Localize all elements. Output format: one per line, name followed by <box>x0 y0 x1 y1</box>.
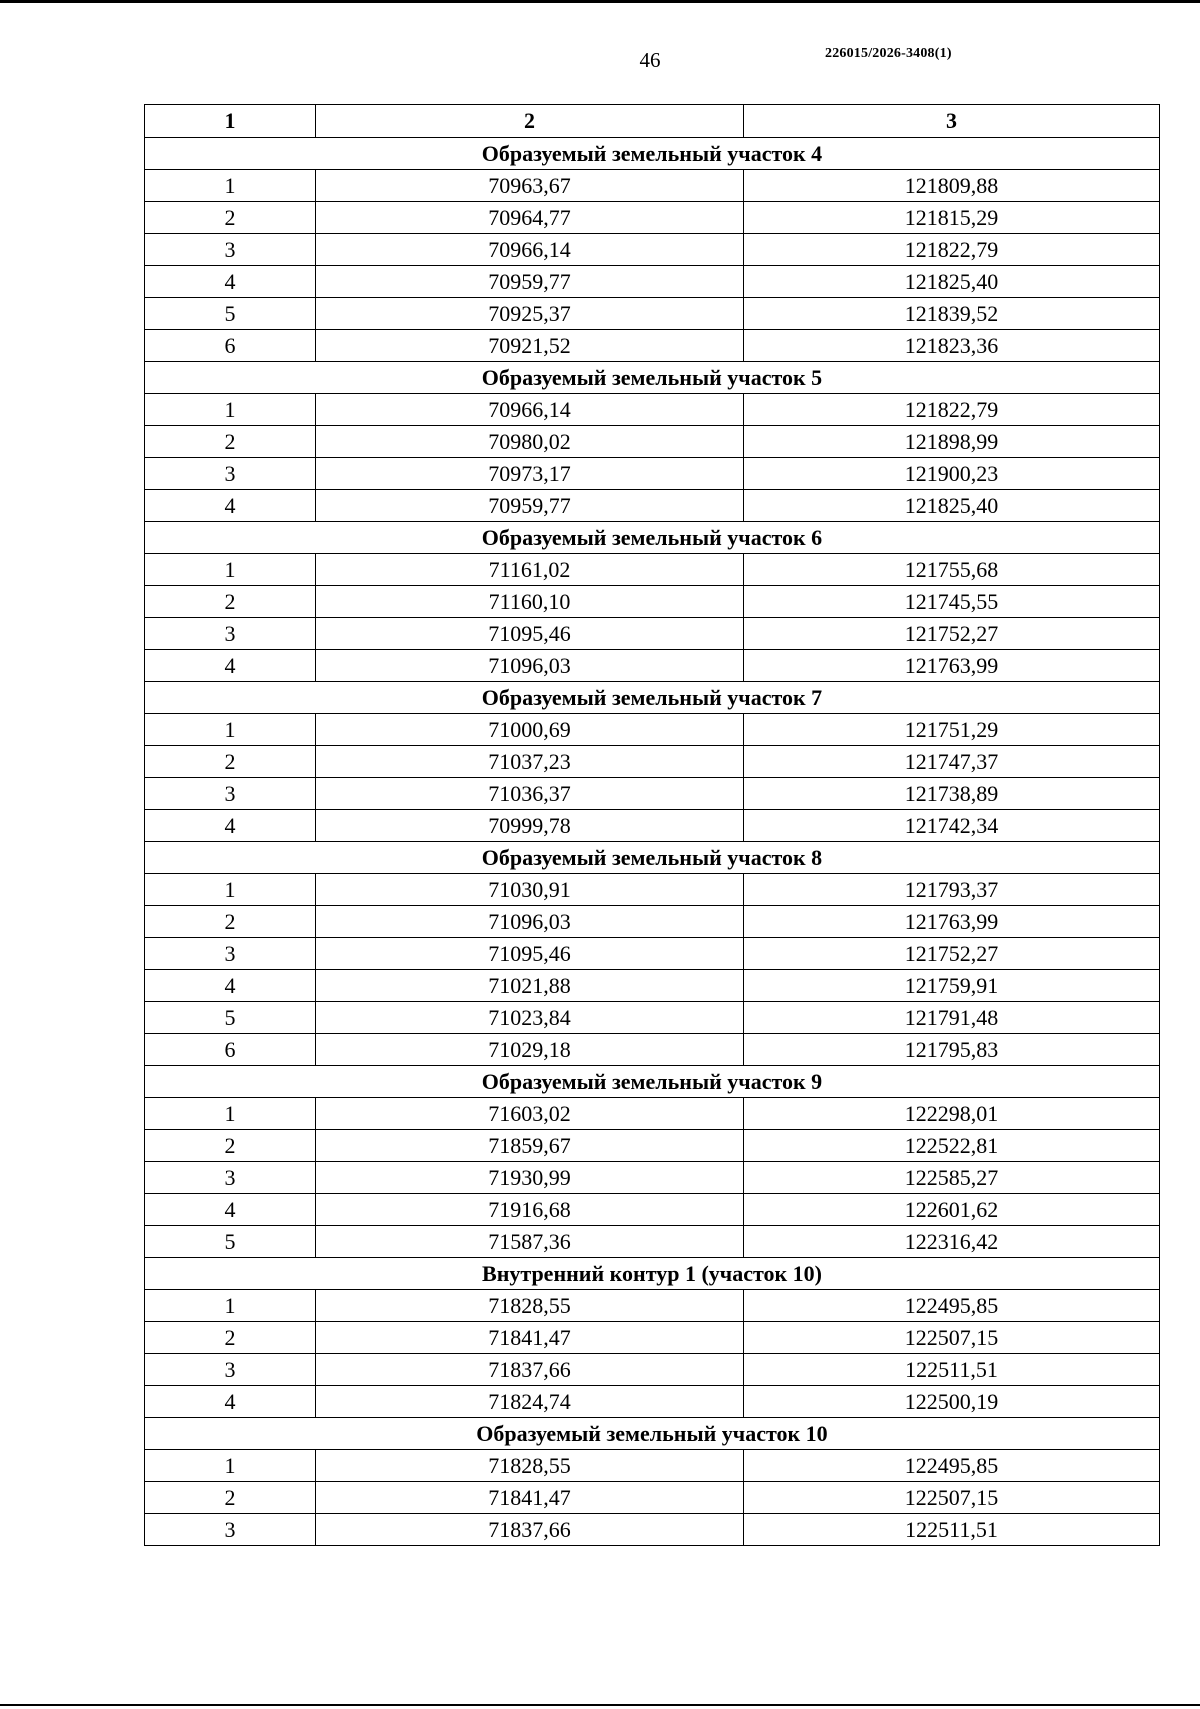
point-number-cell: 1 <box>145 394 316 426</box>
point-number-cell: 3 <box>145 938 316 970</box>
coordinate-x-cell: 71587,36 <box>316 1226 744 1258</box>
point-number-cell: 4 <box>145 650 316 682</box>
table-row <box>145 298 1160 330</box>
point-number-cell: 2 <box>145 426 316 458</box>
coordinate-y-cell: 121825,40 <box>744 266 1160 298</box>
table-row <box>145 1226 1160 1258</box>
table-row <box>145 586 1160 618</box>
coordinate-x-cell: 71021,88 <box>316 970 744 1002</box>
point-number-cell: 4 <box>145 970 316 1002</box>
section-heading-row <box>145 138 1160 170</box>
table-row <box>145 490 1160 522</box>
coordinate-y-cell: 122601,62 <box>744 1194 1160 1226</box>
point-number-cell: 3 <box>145 618 316 650</box>
table-row <box>145 906 1160 938</box>
coordinate-x-cell: 70925,37 <box>316 298 744 330</box>
coordinate-y-cell: 121751,29 <box>744 714 1160 746</box>
table-row <box>145 1130 1160 1162</box>
table-row <box>145 1354 1160 1386</box>
coordinate-x-cell: 71037,23 <box>316 746 744 778</box>
point-number-cell: 4 <box>145 1386 316 1418</box>
coordinate-x-cell: 71029,18 <box>316 1034 744 1066</box>
coordinate-x-cell: 71930,99 <box>316 1162 744 1194</box>
section-title: Образуемый земельный участок 5 <box>145 362 1160 394</box>
table-row <box>145 746 1160 778</box>
coordinate-x-cell: 71000,69 <box>316 714 744 746</box>
coordinate-y-cell: 121738,89 <box>744 778 1160 810</box>
coordinate-x-cell: 70963,67 <box>316 170 744 202</box>
table-row <box>145 458 1160 490</box>
point-number-cell: 1 <box>145 554 316 586</box>
table-row <box>145 266 1160 298</box>
coordinate-x-cell: 70999,78 <box>316 810 744 842</box>
coordinate-y-cell: 121839,52 <box>744 298 1160 330</box>
point-number-cell: 1 <box>145 714 316 746</box>
bottom-rule <box>0 1704 1200 1706</box>
table-row <box>145 1386 1160 1418</box>
coordinate-y-cell: 121763,99 <box>744 906 1160 938</box>
coordinate-x-cell: 71160,10 <box>316 586 744 618</box>
coordinates-table <box>144 104 1160 1546</box>
table-row <box>145 1162 1160 1194</box>
table-row <box>145 234 1160 266</box>
coordinate-y-cell: 121747,37 <box>744 746 1160 778</box>
coordinate-y-cell: 121822,79 <box>744 234 1160 266</box>
table-row <box>145 170 1160 202</box>
point-number-cell: 3 <box>145 778 316 810</box>
coordinate-y-cell: 122500,19 <box>744 1386 1160 1418</box>
coordinate-y-cell: 122511,51 <box>744 1354 1160 1386</box>
table-row <box>145 714 1160 746</box>
coordinate-x-cell: 70980,02 <box>316 426 744 458</box>
point-number-cell: 6 <box>145 330 316 362</box>
table-row <box>145 1002 1160 1034</box>
coordinate-x-cell: 71030,91 <box>316 874 744 906</box>
point-number-cell: 3 <box>145 1162 316 1194</box>
point-number-cell: 4 <box>145 266 316 298</box>
coordinate-y-cell: 122495,85 <box>744 1450 1160 1482</box>
table-row <box>145 1034 1160 1066</box>
table-row <box>145 650 1160 682</box>
section-title: Образуемый земельный участок 9 <box>145 1066 1160 1098</box>
section-heading-row <box>145 842 1160 874</box>
coordinate-x-cell: 71841,47 <box>316 1322 744 1354</box>
point-number-cell: 1 <box>145 874 316 906</box>
table-row <box>145 874 1160 906</box>
page-number: 46 <box>639 48 661 72</box>
coordinate-y-cell: 121823,36 <box>744 330 1160 362</box>
coordinate-y-cell: 121822,79 <box>744 394 1160 426</box>
table-header-row <box>145 105 1160 138</box>
section-heading-row <box>145 1066 1160 1098</box>
coordinate-x-cell: 71096,03 <box>316 906 744 938</box>
coordinate-y-cell: 122511,51 <box>744 1514 1160 1546</box>
coordinate-x-cell: 71095,46 <box>316 938 744 970</box>
coordinate-y-cell: 122522,81 <box>744 1130 1160 1162</box>
point-number-cell: 4 <box>145 490 316 522</box>
table-row <box>145 554 1160 586</box>
section-heading-row <box>145 1258 1160 1290</box>
column-header: 1 <box>145 105 316 138</box>
table-row <box>145 970 1160 1002</box>
document-reference: 226015/2026-3408(1) <box>825 46 952 61</box>
coordinate-x-cell: 71841,47 <box>316 1482 744 1514</box>
point-number-cell: 3 <box>145 234 316 266</box>
coordinate-y-cell: 122507,15 <box>744 1322 1160 1354</box>
coordinate-x-cell: 71096,03 <box>316 650 744 682</box>
point-number-cell: 1 <box>145 170 316 202</box>
coordinate-y-cell: 121759,91 <box>744 970 1160 1002</box>
point-number-cell: 2 <box>145 202 316 234</box>
coordinate-x-cell: 71916,68 <box>316 1194 744 1226</box>
table-row <box>145 1482 1160 1514</box>
table-row <box>145 1322 1160 1354</box>
coordinate-x-cell: 70959,77 <box>316 490 744 522</box>
coordinate-x-cell: 71603,02 <box>316 1098 744 1130</box>
coordinate-y-cell: 121745,55 <box>744 586 1160 618</box>
coordinate-x-cell: 70921,52 <box>316 330 744 362</box>
section-heading-row <box>145 682 1160 714</box>
table-row <box>145 618 1160 650</box>
table-row <box>145 938 1160 970</box>
coordinate-x-cell: 70973,17 <box>316 458 744 490</box>
coordinate-y-cell: 121793,37 <box>744 874 1160 906</box>
coordinate-x-cell: 70964,77 <box>316 202 744 234</box>
section-title: Образуемый земельный участок 10 <box>145 1418 1160 1450</box>
coordinate-y-cell: 121763,99 <box>744 650 1160 682</box>
point-number-cell: 3 <box>145 458 316 490</box>
point-number-cell: 5 <box>145 1002 316 1034</box>
section-title: Внутренний контур 1 (участок 10) <box>145 1258 1160 1290</box>
coordinate-x-cell: 70966,14 <box>316 234 744 266</box>
table-row <box>145 426 1160 458</box>
point-number-cell: 1 <box>145 1098 316 1130</box>
coordinate-y-cell: 121755,68 <box>744 554 1160 586</box>
coordinate-y-cell: 121752,27 <box>744 618 1160 650</box>
point-number-cell: 2 <box>145 906 316 938</box>
coordinate-x-cell: 71036,37 <box>316 778 744 810</box>
point-number-cell: 2 <box>145 746 316 778</box>
coordinate-y-cell: 121809,88 <box>744 170 1160 202</box>
point-number-cell: 3 <box>145 1354 316 1386</box>
coordinate-x-cell: 70966,14 <box>316 394 744 426</box>
table-row <box>145 778 1160 810</box>
section-title: Образуемый земельный участок 4 <box>145 138 1160 170</box>
coordinate-y-cell: 122507,15 <box>744 1482 1160 1514</box>
coordinate-y-cell: 122585,27 <box>744 1162 1160 1194</box>
coordinate-y-cell: 121791,48 <box>744 1002 1160 1034</box>
coordinate-y-cell: 121795,83 <box>744 1034 1160 1066</box>
point-number-cell: 3 <box>145 1514 316 1546</box>
section-title: Образуемый земельный участок 6 <box>145 522 1160 554</box>
table-row <box>145 1450 1160 1482</box>
point-number-cell: 2 <box>145 1130 316 1162</box>
coordinate-y-cell: 121752,27 <box>744 938 1160 970</box>
point-number-cell: 1 <box>145 1450 316 1482</box>
table-row <box>145 1290 1160 1322</box>
coordinate-x-cell: 70959,77 <box>316 266 744 298</box>
table-row <box>145 202 1160 234</box>
coordinate-y-cell: 122316,42 <box>744 1226 1160 1258</box>
top-rule <box>0 0 1200 3</box>
table-row <box>145 1098 1160 1130</box>
coordinates-table-body <box>145 105 1160 1546</box>
table-row <box>145 394 1160 426</box>
coordinate-x-cell: 71023,84 <box>316 1002 744 1034</box>
coordinate-x-cell: 71161,02 <box>316 554 744 586</box>
point-number-cell: 2 <box>145 1322 316 1354</box>
section-heading-row <box>145 1418 1160 1450</box>
coordinate-x-cell: 71828,55 <box>316 1290 744 1322</box>
table-row <box>145 330 1160 362</box>
coordinate-x-cell: 71837,66 <box>316 1514 744 1546</box>
section-heading-row <box>145 362 1160 394</box>
coordinate-y-cell: 121815,29 <box>744 202 1160 234</box>
coordinate-x-cell: 71828,55 <box>316 1450 744 1482</box>
table-row <box>145 1194 1160 1226</box>
coordinate-y-cell: 121825,40 <box>744 490 1160 522</box>
coordinate-x-cell: 71095,46 <box>316 618 744 650</box>
point-number-cell: 2 <box>145 586 316 618</box>
point-number-cell: 1 <box>145 1290 316 1322</box>
point-number-cell: 5 <box>145 1226 316 1258</box>
point-number-cell: 2 <box>145 1482 316 1514</box>
section-heading-row <box>145 522 1160 554</box>
coordinate-x-cell: 71859,67 <box>316 1130 744 1162</box>
coordinate-x-cell: 71837,66 <box>316 1354 744 1386</box>
column-header: 3 <box>744 105 1160 138</box>
section-title: Образуемый земельный участок 8 <box>145 842 1160 874</box>
point-number-cell: 4 <box>145 810 316 842</box>
coordinate-y-cell: 121900,23 <box>744 458 1160 490</box>
table-row <box>145 1514 1160 1546</box>
coordinate-y-cell: 122495,85 <box>744 1290 1160 1322</box>
column-header: 2 <box>316 105 744 138</box>
coordinate-y-cell: 122298,01 <box>744 1098 1160 1130</box>
coordinate-y-cell: 121742,34 <box>744 810 1160 842</box>
table-row <box>145 810 1160 842</box>
coordinate-x-cell: 71824,74 <box>316 1386 744 1418</box>
point-number-cell: 6 <box>145 1034 316 1066</box>
section-title: Образуемый земельный участок 7 <box>145 682 1160 714</box>
coordinate-y-cell: 121898,99 <box>744 426 1160 458</box>
point-number-cell: 4 <box>145 1194 316 1226</box>
point-number-cell: 5 <box>145 298 316 330</box>
